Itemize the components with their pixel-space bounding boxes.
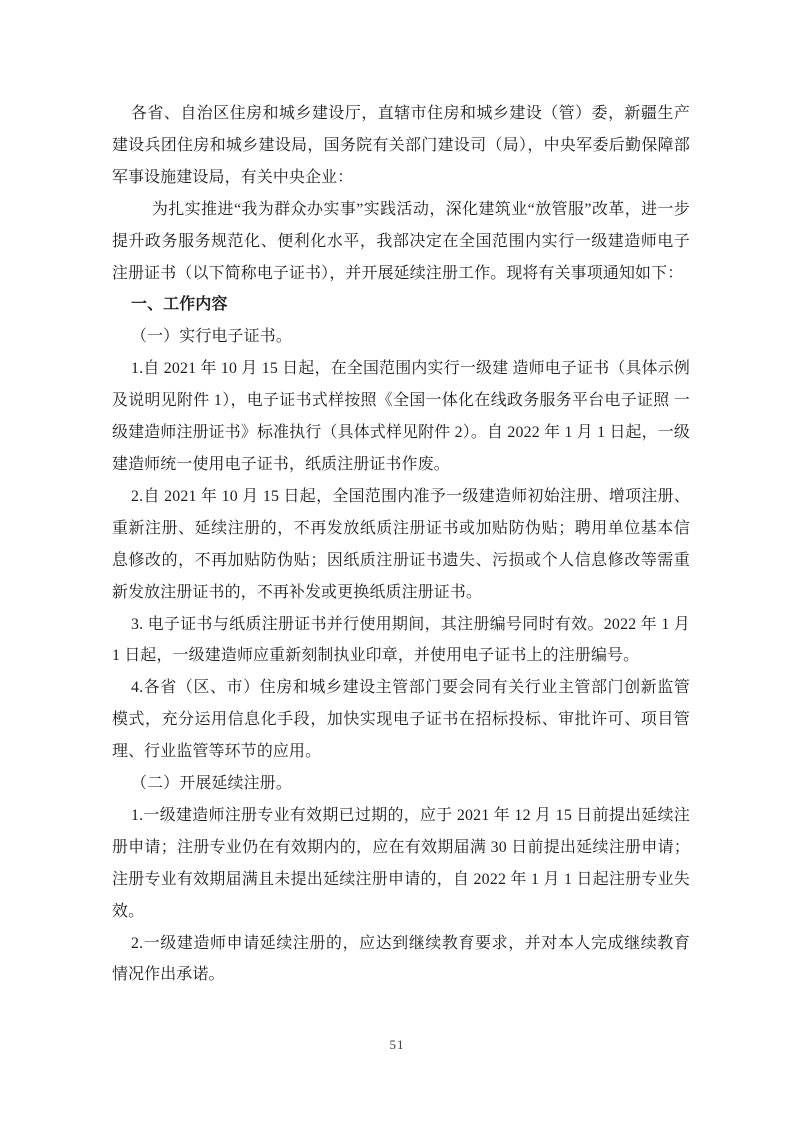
page-number: 51 <box>389 1037 405 1052</box>
section-heading: 一、工作内容 <box>131 296 228 314</box>
paragraph: （一）实行电子证书。 <box>131 328 292 346</box>
paragraph: 各省、自治区住房和城乡建设厅，直辖市住房和城乡建设（管）委，新疆生产建设兵团住房和城乡建设局，国务院有关部门建设司（局），中央军委后勤保障部军事设施建设局，有关中央企业： <box>112 105 690 186</box>
paragraph: （二）开展延续注册。 <box>131 775 292 793</box>
paragraph: 4.各省（区、市）住房和城乡建设主管部门要会同有关行业主管部门创新监管模式，充分运用信息化手段，加快实现电子证书在招标投标、审批许可、项目管理、行业监管等环节的应用。 <box>112 679 690 761</box>
paragraph: 1.一级建造师注册专业有效期已过期的，应于 2021 年 12 月 15 日前提出延续注册申请；注册专业仍在有效期内的，应在有效期届满 30 日前提出延续注册申请；注册专业有效期届满且未提出延续注册申请的，自 2022 年 1 月 1 日起注册专业失效。 <box>112 806 690 920</box>
paragraph: 1.自 2021 年 10 月 15 日起，在全国范围内实行一级建 造师电子证书（具体示例及说明见附件 1），电子证书式样按照《全国一体化在线政务服务平台电子证照 一级建造师注册证书》标准执行（具体式样见附件 2）。自 2022 年 1 月 1 日起，一级建造师统一使用电子证书，纸质注册证书作废。 <box>112 360 690 473</box>
paragraph: 2.自 2021 年 10 月 15 日起，全国范围内准予一级建造师初始注册、增项注册、重新注册、延续注册的，不再发放纸质注册证书或加贴防伪贴；聘用单位基本信息修改的，不再加贴防伪贴；因纸质注册证书遗失、污损或个人信息修改等需重新发放注册证书的，不再补发或更换纸质注册证书。 <box>112 487 690 601</box>
page-footer <box>0 1036 794 1054</box>
document-body <box>112 98 690 991</box>
paragraph: 2.一级建造师申请延续注册的，应达到继续教育要求，并对本人完成继续教育情况作出承诺。 <box>112 934 690 984</box>
paragraph: 为扎实推进“我为群众办实事”实践活动，深化建筑业“放管服”改革，进一步提升政务服务规范化、便利化水平，我部决定在全国范围内实行一级建造师电子注册证书（以下简称电子证书），并开展延续注册工作。现将有关事项通知如下： <box>112 200 690 282</box>
paragraph: 3. 电子证书与纸质注册证书并行使用期间，其注册编号同时有效。2022 年 1 月 1 日起，一级建造师应重新刻制执业印章，并使用电子证书上的注册编号。 <box>112 615 690 665</box>
